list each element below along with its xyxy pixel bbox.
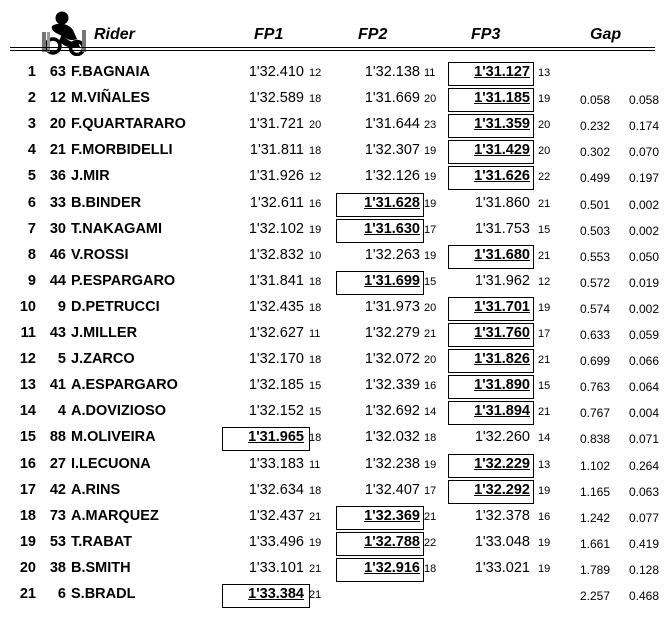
- gap-cell: 0.633: [579, 328, 610, 342]
- header-divider-bottom: [10, 50, 655, 51]
- gap-cell: 0.503: [579, 223, 610, 238]
- fp2-laps-cell: 21: [424, 328, 437, 340]
- rider-name-cell: I.LECUONA: [71, 455, 151, 472]
- rider-number-cell: 5: [57, 351, 66, 368]
- gap-cell: 0.058: [579, 93, 610, 108]
- rider-number-cell: 42: [49, 481, 66, 498]
- rider-name-cell: A.MARQUEZ: [71, 507, 159, 524]
- fp2-laps-cell: 19: [424, 145, 437, 158]
- fp1-time-cell: 1'33.384: [248, 586, 304, 602]
- fp2-time-cell: 1'32.407: [364, 481, 420, 498]
- fp2-laps-cell: 18: [424, 432, 437, 445]
- fp1-laps-cell: 12: [309, 67, 322, 79]
- gap-previous-cell: 0.071: [628, 432, 659, 447]
- table-row: [0, 270, 670, 296]
- fp2-laps-cell: 19: [424, 197, 437, 210]
- fp1-time-cell: 1'32.611: [249, 194, 304, 211]
- rider-name-cell: T.NAKAGAMI: [71, 220, 163, 237]
- fp2-time-cell: 1'32.369: [364, 507, 420, 524]
- fp1-laps-cell: 11: [309, 458, 321, 471]
- rider-name-cell: F.BAGNAIA: [71, 64, 150, 80]
- rider-number-cell: 73: [49, 507, 66, 524]
- fp2-time-cell: 1'32.307: [364, 142, 420, 159]
- rider-number-cell: 36: [49, 168, 66, 185]
- gap-previous-cell: 0.066: [628, 354, 659, 369]
- fp3-time-cell: 1'33.021: [474, 559, 530, 576]
- gap-cell: 1.165: [579, 484, 610, 499]
- fp2-time-cell: 1'32.032: [364, 429, 420, 446]
- rider-name-cell: A.RINS: [71, 481, 121, 498]
- fp2-time-cell: 1'32.072: [364, 351, 420, 368]
- fp1-laps-cell: 16: [309, 197, 322, 210]
- rider-number-cell: 41: [49, 377, 66, 394]
- fp2-time-cell: 1'32.916: [364, 559, 420, 576]
- fp1-time-cell: 1'33.496: [248, 533, 304, 550]
- fp3-time-cell: 1'31.753: [474, 220, 530, 237]
- gap-cell: 1.661: [579, 536, 610, 551]
- fp1-time-cell: 1'32.152: [248, 403, 304, 420]
- fp3-laps-cell: 14: [538, 432, 551, 445]
- fp1-time-cell: 1'32.589: [248, 90, 304, 107]
- fp2-laps-cell: 21: [424, 510, 437, 523]
- rider-number-cell: 43: [49, 325, 66, 341]
- fp1-laps-cell: 21: [309, 589, 322, 601]
- rider-name-cell: V.ROSSI: [71, 246, 129, 263]
- rider-number-cell: 6: [57, 586, 66, 602]
- fp1-laps-cell: 18: [309, 93, 322, 106]
- position-cell: 2: [27, 90, 36, 107]
- fp1-laps-cell: 15: [309, 380, 322, 393]
- table-row: [0, 165, 670, 191]
- rider-name-cell: M.VIÑALES: [71, 90, 150, 107]
- fp3-laps-cell: 21: [538, 354, 551, 367]
- gap-previous-cell: 0.077: [628, 510, 659, 525]
- fp3-laps-cell: 16: [538, 510, 551, 523]
- fp2-time-cell: 1'31.630: [364, 220, 420, 237]
- fp3-time-cell: 1'31.860: [474, 194, 530, 211]
- fp1-time-cell: 1'33.101: [248, 559, 304, 576]
- fp1-laps-cell: 19: [309, 223, 322, 236]
- fp1-laps-cell: 18: [309, 145, 322, 158]
- rider-number-cell: 53: [49, 533, 66, 550]
- rider-number-cell: 27: [49, 455, 66, 472]
- fp3-time-cell: 1'31.701: [474, 298, 530, 315]
- fp1-laps-cell: 11: [309, 328, 321, 340]
- rider-number-cell: 33: [49, 194, 66, 211]
- table-row: [0, 531, 670, 557]
- position-cell: 6: [27, 194, 36, 211]
- gap-previous-cell: 0.174: [628, 119, 659, 134]
- fp3-laps-cell: 19: [538, 301, 551, 314]
- fp2-time-cell: 1'32.279: [364, 325, 420, 341]
- gap-cell: 0.553: [579, 249, 610, 264]
- fp3-time-cell: 1'33.048: [474, 533, 530, 550]
- fp3-laps-cell: 19: [538, 536, 551, 549]
- fp2-time-cell: 1'32.263: [364, 246, 420, 263]
- fp3-laps-cell: 20: [538, 145, 551, 158]
- fp1-laps-cell: 18: [309, 432, 322, 445]
- rider-number-cell: 12: [49, 90, 66, 107]
- table-row: [0, 113, 670, 139]
- gap-previous-cell: 0.004: [628, 406, 659, 421]
- position-cell: 11: [20, 325, 36, 341]
- rider-number-cell: 20: [49, 116, 66, 133]
- fp3-time-cell: 1'31.680: [474, 246, 530, 263]
- table-row: [0, 218, 670, 244]
- fp1-laps-cell: 18: [309, 354, 322, 367]
- gap-previous-cell: 0.019: [628, 275, 659, 290]
- gap-previous-cell: 0.002: [628, 197, 659, 212]
- fp2-laps-cell: 11: [424, 67, 436, 79]
- fp3-laps-cell: 21: [538, 406, 551, 419]
- table-row: [0, 87, 670, 113]
- rider-name-cell: S.BRADL: [71, 586, 136, 602]
- fp2-laps-cell: 19: [424, 171, 437, 184]
- fp2-time-cell: 1'32.138: [364, 64, 420, 80]
- position-cell: 17: [19, 481, 36, 498]
- fp3-laps-cell: 21: [538, 249, 551, 262]
- position-cell: 1: [27, 64, 36, 80]
- fp2-laps-cell: 14: [424, 406, 437, 419]
- rider-number-cell: 44: [49, 272, 66, 289]
- gap-previous-cell: 0.064: [628, 380, 659, 395]
- fp2-laps-cell: 19: [424, 249, 437, 262]
- table-row: [0, 400, 670, 426]
- fp2-time-cell: 1'32.692: [364, 403, 420, 420]
- table-row: [0, 505, 670, 531]
- fp3-time-cell: 1'31.760: [474, 325, 530, 341]
- gap-previous-cell: 0.059: [628, 328, 659, 342]
- rider-column-header: Rider: [94, 26, 135, 43]
- gap-cell: 0.838: [579, 432, 610, 447]
- position-cell: 21: [19, 586, 36, 602]
- fp2-laps-cell: 19: [424, 458, 437, 471]
- fp2-laps-cell: 20: [424, 301, 437, 314]
- fp2-time-cell: 1'32.788: [364, 533, 420, 550]
- gap-cell: 1.242: [579, 510, 610, 525]
- gap-previous-cell: 0.002: [628, 301, 659, 316]
- fp2-time-cell: 1'32.339: [364, 377, 420, 394]
- rider-name-cell: A.ESPARGARO: [71, 377, 178, 394]
- position-cell: 19: [19, 533, 36, 550]
- fp1-time-cell: 1'32.170: [248, 351, 304, 368]
- position-cell: 9: [27, 272, 36, 289]
- rider-name-cell: P.ESPARGARO: [71, 272, 176, 289]
- table-row: [0, 244, 670, 270]
- fp2-time-cell: 1'32.238: [364, 455, 420, 472]
- table-row: [0, 322, 670, 348]
- fp3-time-cell: 1'31.185: [474, 90, 530, 107]
- position-cell: 8: [27, 246, 36, 263]
- position-cell: 18: [19, 507, 36, 524]
- rider-number-cell: 63: [49, 64, 66, 80]
- fp1-time-cell: 1'32.627: [248, 325, 304, 341]
- fp1-time-cell: 1'33.183: [248, 455, 304, 472]
- fp1-time-cell: 1'31.721: [248, 116, 304, 133]
- gap-previous-cell: 0.197: [628, 171, 659, 186]
- fp2-time-cell: 1'31.973: [364, 298, 420, 315]
- rider-name-cell: B.SMITH: [71, 559, 131, 576]
- position-cell: 15: [19, 429, 36, 446]
- fp1-column-header: FP1: [254, 26, 284, 43]
- fp3-laps-cell: 19: [538, 562, 551, 575]
- fp1-laps-cell: 21: [309, 510, 322, 523]
- table-row: [0, 583, 670, 609]
- position-cell: 5: [27, 168, 36, 185]
- fp2-time-cell: 1'32.126: [364, 168, 420, 185]
- table-row: [0, 557, 670, 583]
- fp2-time-cell: 1'31.628: [364, 194, 420, 211]
- table-row: [0, 139, 670, 165]
- fp3-laps-cell: 15: [538, 380, 551, 393]
- fp3-time-cell: 1'31.626: [474, 168, 530, 185]
- position-cell: 3: [27, 116, 36, 133]
- gap-cell: 2.257: [579, 589, 610, 603]
- rider-name-cell: T.RABAT: [71, 533, 132, 550]
- fp1-time-cell: 1'32.437: [248, 507, 304, 524]
- fp1-time-cell: 1'31.926: [248, 168, 304, 185]
- gap-previous-cell: 0.264: [628, 458, 659, 473]
- fp1-time-cell: 1'32.832: [248, 246, 304, 263]
- gap-cell: 0.574: [579, 301, 610, 316]
- gap-cell: 0.699: [579, 354, 610, 369]
- position-cell: 12: [19, 351, 36, 368]
- rider-number-cell: 4: [57, 403, 66, 420]
- rider-number-cell: 88: [49, 429, 66, 446]
- fp1-time-cell: 1'32.435: [248, 298, 304, 315]
- table-row: [0, 296, 670, 322]
- fp3-time-cell: 1'31.429: [474, 142, 530, 159]
- fp1-laps-cell: 21: [309, 562, 322, 575]
- table-row: [0, 453, 670, 479]
- fp1-laps-cell: 20: [309, 119, 322, 132]
- fp1-time-cell: 1'32.634: [248, 481, 304, 498]
- rider-name-cell: F.QUARTARARO: [71, 116, 186, 133]
- gap-cell: 0.499: [579, 171, 610, 186]
- gap-previous-cell: 0.050: [628, 249, 659, 264]
- table-row: [0, 479, 670, 505]
- fp3-column-header: FP3: [471, 26, 501, 43]
- gap-column-header: Gap: [590, 26, 622, 43]
- position-cell: 7: [27, 220, 36, 237]
- fp1-time-cell: 1'32.185: [248, 377, 304, 394]
- fp1-time-cell: 1'31.841: [248, 272, 304, 289]
- gap-cell: 0.302: [579, 145, 610, 160]
- table-row: [0, 426, 670, 452]
- fp2-laps-cell: 15: [424, 275, 437, 288]
- gap-cell: 0.501: [579, 197, 610, 212]
- fp2-laps-cell: 16: [424, 380, 437, 393]
- rider-name-cell: J.MIR: [71, 168, 110, 185]
- fp2-laps-cell: 17: [424, 484, 437, 497]
- table-row: [0, 192, 670, 218]
- fp2-time-cell: 1'31.644: [364, 116, 420, 133]
- table-row: [0, 61, 670, 87]
- rider-name-cell: M.OLIVEIRA: [71, 429, 156, 446]
- gap-previous-cell: 0.070: [628, 145, 659, 160]
- fp3-laps-cell: 19: [538, 93, 551, 106]
- fp3-laps-cell: 19: [538, 484, 551, 497]
- fp3-laps-cell: 22: [538, 171, 551, 184]
- gap-cell: 0.763: [579, 380, 610, 395]
- fp1-laps-cell: 18: [309, 301, 322, 314]
- fp2-laps-cell: 23: [424, 119, 437, 132]
- fp3-time-cell: 1'32.260: [474, 429, 530, 446]
- fp3-time-cell: 1'32.378: [474, 507, 530, 524]
- gap-previous-cell: 0.419: [628, 536, 659, 551]
- fp1-laps-cell: 10: [309, 249, 322, 262]
- fp1-time-cell: 1'31.811: [249, 142, 304, 159]
- fp3-laps-cell: 17: [538, 328, 551, 340]
- gap-previous-cell: 0.058: [628, 93, 659, 108]
- fp3-laps-cell: 15: [538, 223, 551, 236]
- table-row: [0, 348, 670, 374]
- gap-cell: 1.789: [579, 562, 610, 577]
- gap-cell: 0.767: [579, 406, 610, 421]
- rider-number-cell: 21: [49, 142, 66, 159]
- fp2-time-cell: 1'31.699: [364, 272, 420, 289]
- fp2-column-header: FP2: [358, 26, 388, 43]
- rider-number-cell: 46: [49, 246, 66, 263]
- fp2-time-cell: 1'31.669: [364, 90, 420, 107]
- fp3-time-cell: 1'31.826: [474, 351, 530, 368]
- fp3-laps-cell: 20: [538, 119, 551, 132]
- fp1-laps-cell: 12: [309, 171, 322, 184]
- fp3-time-cell: 1'32.292: [474, 481, 530, 498]
- fp1-laps-cell: 18: [309, 484, 322, 497]
- position-cell: 16: [19, 455, 36, 472]
- position-cell: 20: [19, 559, 36, 576]
- rider-name-cell: B.BINDER: [71, 194, 142, 211]
- fp1-laps-cell: 15: [309, 406, 322, 419]
- position-cell: 10: [19, 298, 36, 315]
- fp3-laps-cell: 21: [538, 197, 551, 210]
- gap-cell: 0.232: [579, 119, 610, 134]
- table-row: [0, 374, 670, 400]
- rider-name-cell: J.ZARCO: [71, 351, 135, 368]
- rider-number-cell: 38: [49, 559, 66, 576]
- fp3-laps-cell: 13: [538, 67, 551, 79]
- gap-previous-cell: 0.063: [628, 484, 659, 499]
- fp2-laps-cell: 20: [424, 93, 437, 106]
- gap-cell: 0.572: [579, 275, 610, 290]
- fp3-laps-cell: 12: [538, 275, 551, 288]
- fp1-laps-cell: 19: [309, 536, 322, 549]
- position-cell: 13: [19, 377, 36, 394]
- fp3-time-cell: 1'31.894: [474, 403, 530, 420]
- gap-cell: 1.102: [579, 458, 610, 473]
- fp1-laps-cell: 18: [309, 275, 322, 288]
- fp3-time-cell: 1'31.359: [474, 116, 530, 133]
- header-divider-top: [10, 47, 655, 48]
- fp2-laps-cell: 18: [424, 562, 437, 575]
- rider-number-cell: 30: [49, 220, 66, 237]
- fp2-laps-cell: 22: [424, 536, 437, 549]
- fp3-laps-cell: 13: [538, 458, 551, 471]
- fp2-laps-cell: 20: [424, 354, 437, 367]
- fp3-time-cell: 1'32.229: [474, 455, 530, 472]
- rider-name-cell: J.MILLER: [71, 325, 138, 341]
- gap-previous-cell: 0.128: [628, 562, 659, 577]
- rider-number-cell: 9: [57, 298, 66, 315]
- position-cell: 4: [27, 142, 36, 159]
- position-cell: 14: [19, 403, 36, 420]
- fp2-laps-cell: 17: [424, 223, 437, 236]
- fp1-time-cell: 1'32.102: [248, 220, 304, 237]
- rider-name-cell: D.PETRUCCI: [71, 298, 160, 315]
- rider-name-cell: A.DOVIZIOSO: [71, 403, 167, 420]
- gap-previous-cell: 0.468: [628, 589, 659, 603]
- fp3-time-cell: 1'31.962: [474, 272, 530, 289]
- fp1-time-cell: 1'32.410: [248, 64, 304, 80]
- gap-previous-cell: 0.002: [628, 223, 659, 238]
- fp3-time-cell: 1'31.890: [474, 377, 530, 394]
- rider-name-cell: F.MORBIDELLI: [71, 142, 173, 159]
- fp3-time-cell: 1'31.127: [474, 64, 530, 80]
- fp1-time-cell: 1'31.965: [248, 429, 304, 446]
